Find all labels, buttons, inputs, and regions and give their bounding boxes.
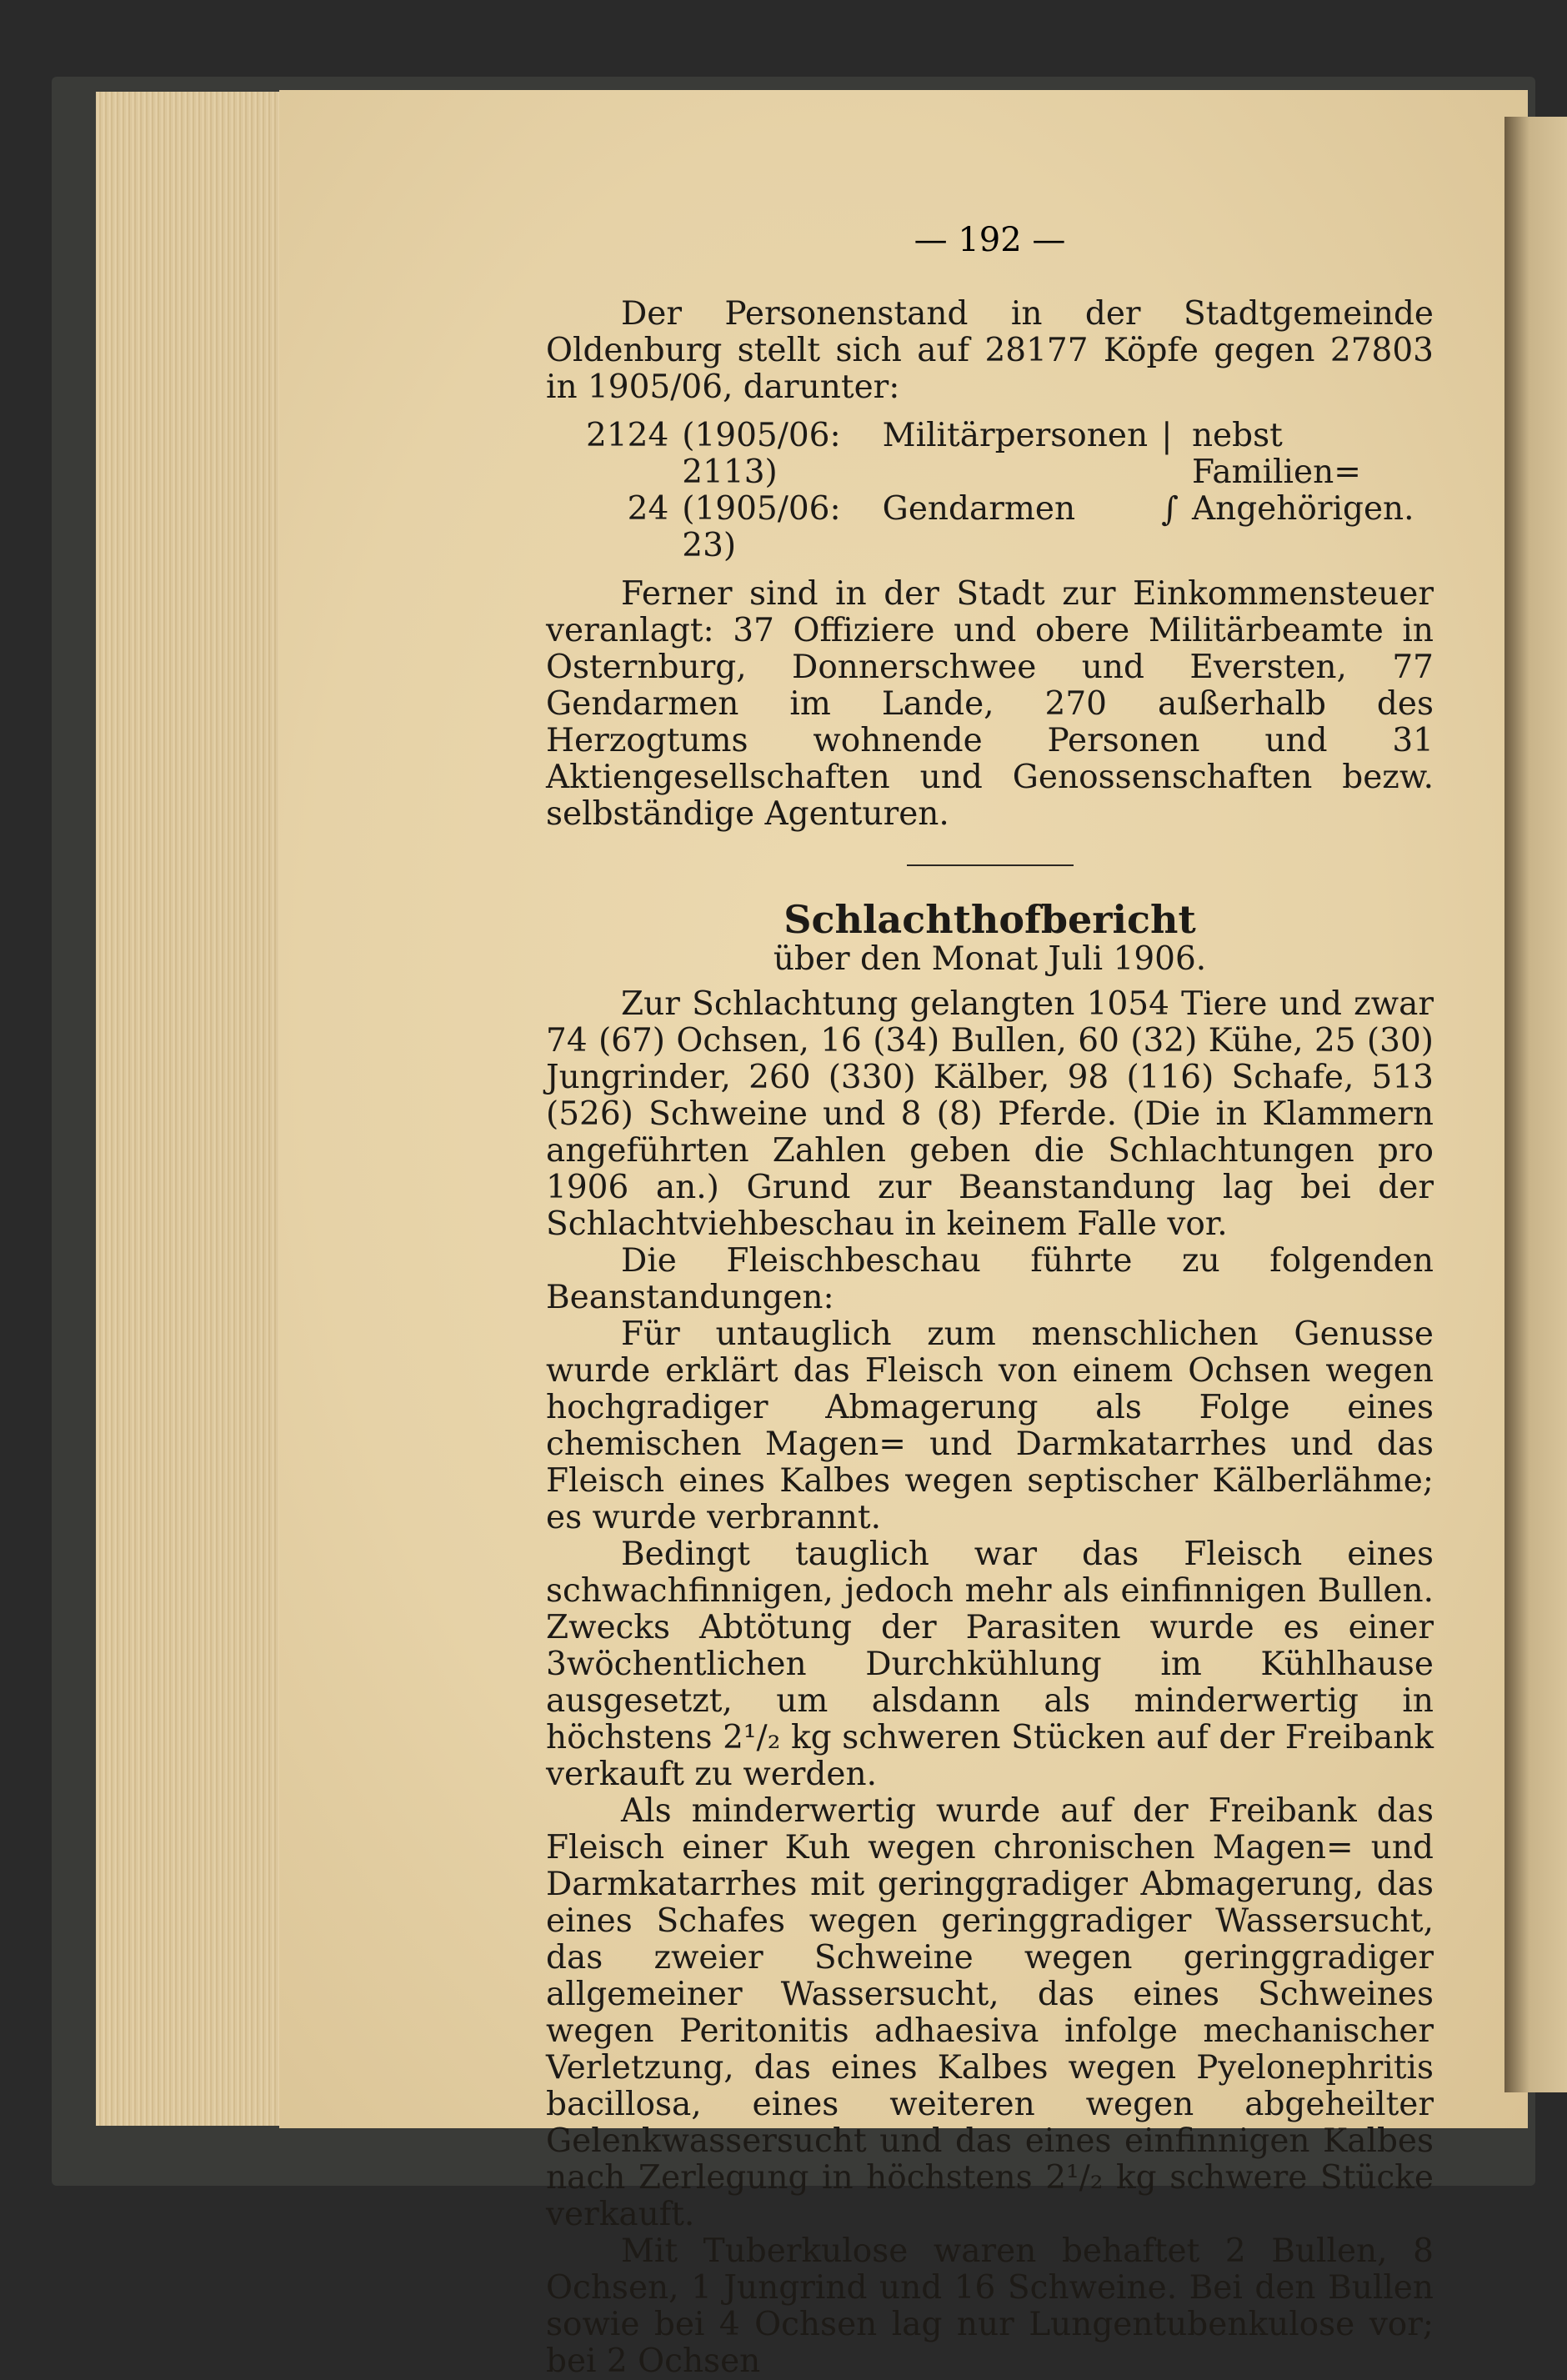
paragraph-income-tax: Ferner sind in der Stadt zur Einkommensteuer veranlagt: 37 Offiziere und obere Militärbeamte in Osternburg, Donnerschwee und Eversten, 77 Gendarmen im Lande, 270 außerhalb des Herzogtums wohnende Personen und 31 Aktiengesellschaften und Genossenschaften bezw. selbständige Agenturen. [546,575,1434,833]
paragraph-inferior: Als minderwertig wurde auf der Freibank das Fleisch einer Kuh wegen chronischen Magen= und Darmkatarrhes mit geringgradiger Abmagerung, das eines Schafes wegen geringgradiger Wassersucht, das zweier Schweine wegen geringgradiger allgemeiner Wassersucht, das eines Schweines wegen Peritonitis adhaesiva infolge mechanischer Verletzung, das eines Kalbes wegen Pyelonephritis bacillosa, eines weiteren wegen abgeheilter Gelenkwassersucht und das eines einfinnigen Kalbes nach Zerlegung in höchstens 2¹/₂ kg schwere Stücke verkauft. [546,1792,1434,2233]
list-prev: (1905/06: 2113) [682,417,841,491]
list-label: Militärpersonen [882,417,1149,454]
population-list [579,418,1434,564]
section-divider [907,864,1074,866]
page-gutter [1504,117,1567,2092]
list-count: 2124 [586,417,669,454]
paragraph-tuberculosis: Mit Tuberkulose waren behaftet 2 Bullen, 8 Ochsen, 1 Jungrind und 16 Schweine. Bei den Bullen sowie bei 4 Ochsen lag nur Lungentubenkulose vor; bei 2 Ochsen [546,2232,1434,2380]
page-number: — 192 — [914,221,1066,259]
paragraph-unfit: Für untauglich zum menschlichen Genusse wurde erklärt das Fleisch von einem Ochsen wegen hochgradiger Abmagerung als Folge eines chemischen Magen= und Darmkatarrhes und das Fleisch eines Kalbes wegen septischer Kälberlähme; es wurde verbrannt. [546,1315,1434,1536]
paragraph-slaughter: Zur Schlachtung gelangten 1054 Tiere und zwar 74 (67) Ochsen, 16 (34) Bullen, 60 (32) Kühe, 25 (30) Jungrinder, 260 (330) Kälber, 98 (116) Schafe, 513 (526) Schweine und 8 (8) Pferde. (Die in Klammern angeführten Zahlen geben die Schlachtungen pro 1906 an.) Grund zur Beanstandung lag bei der Schlachtviehbeschau in keinem Falle vor. [546,985,1434,1243]
list-extra: Angehörigen. [1191,490,1414,528]
paragraph-population: Der Personenstand in der Stadtgemeinde Oldenburg stellt sich auf 28177 Köpfe gegen 27803 in 1905/06, darunter: [546,295,1434,406]
paragraph-conditional: Bedingt tauglich war das Fleisch eines schwachfinnigen, jedoch mehr als einfinnigen Bullen. Zwecks Abtötung der Parasiten wurde es einer 3wöchentlichen Durchkühlung im Kühlhause ausgesetzt, um alsdann als minderwertig in höchstens 2¹/₂ kg schweren Stücken auf der Freibank verkauft zu werden. [546,1536,1434,1793]
list-row [579,491,1434,564]
section-subheading: über den Monat Juli 1906. [773,940,1207,978]
list-count: 24 [627,490,669,528]
list-row [579,418,1434,491]
paragraph-meat-inspection: Die Fleischbeschau führte zu folgenden Beanstandungen: [546,1242,1434,1316]
list-extra: nebst Familien= [1191,417,1361,491]
page-edges [96,92,289,2126]
page-text [546,296,1434,2380]
list-label: Gendarmen [882,490,1076,528]
brace-glyph: ∫ [1161,490,1179,529]
list-prev: (1905/06: 23) [682,490,841,564]
section-heading: Schlachthofbericht [784,897,1196,942]
brace-glyph: | [1161,417,1173,455]
